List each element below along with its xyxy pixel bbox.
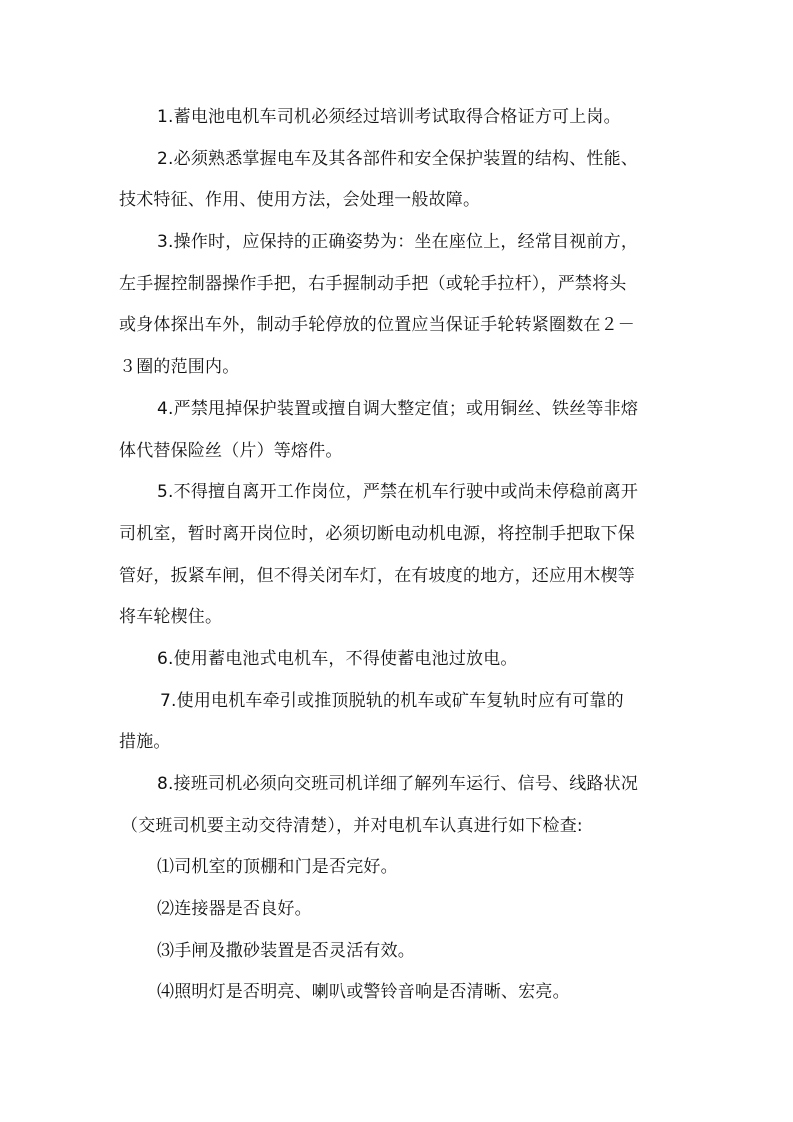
paragraph-1: 1.蓄电池电机车司机必须经过培训考试取得合格证方可上岗。	[157, 107, 621, 127]
paragraph-4-line-2: 体代替保险丝（片）等熔件。	[119, 440, 343, 461]
paragraph-2-line-2: 技术特征、作用、使用方法，会处理一般故障。	[119, 190, 481, 211]
check-item-3: ⑶手闸及撒砂装置是否灵活有效。	[157, 940, 415, 961]
check-item-4: ⑷照明灯是否明亮、喇叭或警铃音响是否清晰、宏亮。	[157, 982, 570, 1003]
document-body	[119, 97, 675, 1014]
check-item-2: ⑵连接器是否良好。	[157, 899, 312, 920]
paragraph-7-line-1: 7.使用电机车牵引或推顶脱轨的机车或矿车复轨时应有可靠的	[160, 690, 624, 711]
paragraph-8-line-1: 8.接班司机必须向交班司机详细了解列车运行、信号、线路状况	[157, 774, 639, 794]
paragraph-7-line-2: 措施。	[119, 732, 171, 753]
paragraph-3-line-2: 左手握控制器操作手把，右手握制动手把（或轮手拉杆），严禁将头	[119, 273, 627, 294]
paragraph-3-line-3: 或身体探出车外，制动手轮停放的位置应当保证手轮转紧圈数在２－	[119, 315, 635, 336]
paragraph-5-line-1: 5.不得擅自离开工作岗位，严禁在机车行驶中或尚未停稳前离开	[157, 482, 639, 503]
paragraph-6: 6.使用蓄电池式电机车，不得使蓄电池过放电。	[157, 648, 518, 669]
paragraph-4-line-1: 4.严禁甩掉保护装置或擅自调大整定值；或用铜丝、铁丝等非熔	[157, 398, 639, 419]
paragraph-5-line-2: 司机室，暂时离开岗位时，必须切断电动机电源，将控制手把取下保	[119, 523, 635, 544]
paragraph-8-line-2: （交班司机要主动交待清楚），并对电机车认真进行如下检查:	[121, 815, 583, 836]
paragraph-3-line-1: 3.操作时，应保持的正确姿势为：坐在座位上，经常目视前方，	[157, 232, 639, 253]
paragraph-3-line-4: ３圈的范围内。	[119, 357, 240, 378]
check-item-1: ⑴司机室的顶棚和门是否完好。	[157, 857, 398, 878]
paragraph-2-line-1: 2.必须熟悉掌握电车及其各部件和安全保护装置的结构、性能、	[157, 148, 639, 169]
paragraph-5-line-3: 管好，扳紧车闸，但不得关闭车灯，在有坡度的地方，还应用木楔等	[119, 565, 635, 586]
paragraph-5-line-4: 将车轮楔住。	[119, 607, 223, 628]
